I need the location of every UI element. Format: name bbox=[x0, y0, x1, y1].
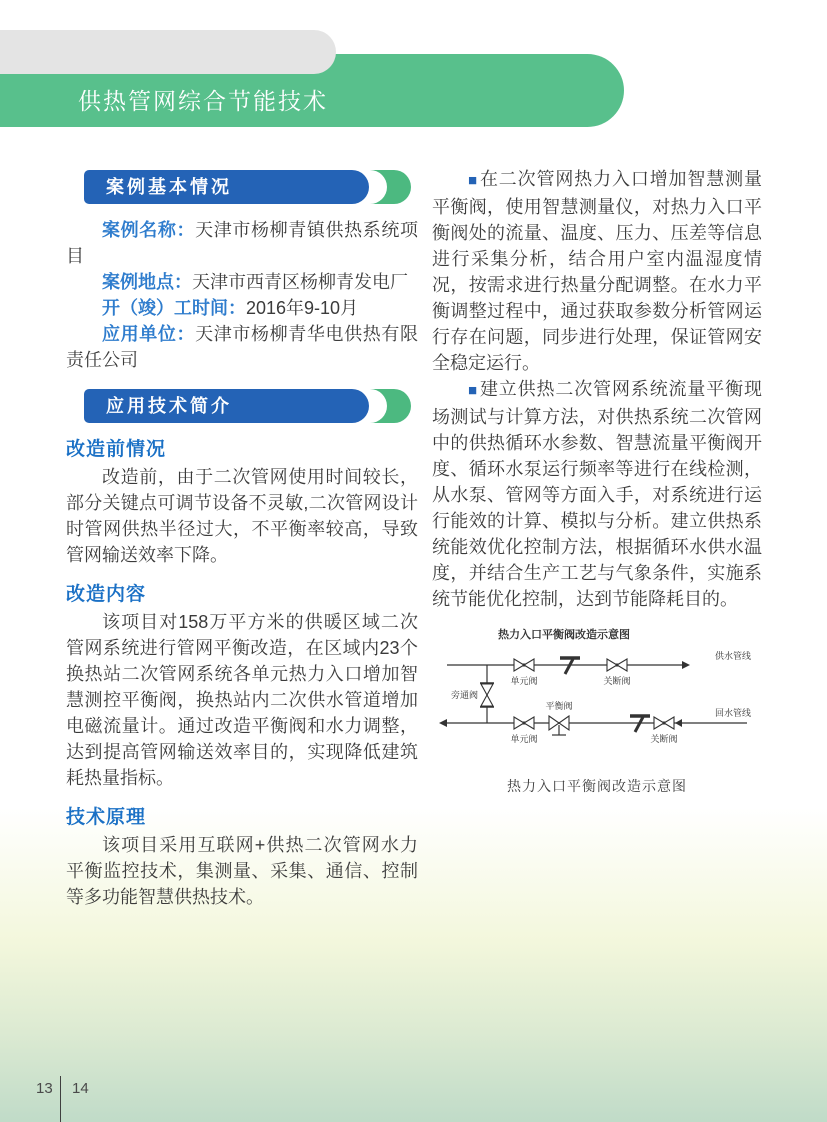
page-title: 供热管网综合节能技术 bbox=[78, 88, 328, 114]
square-bullet-icon: ■ bbox=[468, 382, 478, 399]
balance-valve-diagram bbox=[432, 620, 762, 772]
section-banner-tech-intro bbox=[84, 389, 411, 423]
supply-line-label: 供水管线 bbox=[715, 651, 752, 661]
paragraph-retrofit-content: 该项目对158万平方米的供暖区域二次管网系统进行管网平衡改造，在区域内23个换热站二次管网系统各单元热力入口增加智慧测控平衡阀，换热站内二次供水管道增加电磁流量计。通过改造平衡阀和水力调整，达到提高管网输送效率目的，实现降低建筑耗热量指标。 bbox=[66, 612, 418, 788]
footer-divider bbox=[60, 1076, 61, 1122]
paragraph-before-retrofit: 改造前，由于二次管网使用时间较长，部分关键点可调节设备不灵敏,二次管网设计时管网供热半径过大，不平衡率较高，导致管网输送效率下降。 bbox=[66, 467, 418, 565]
page-number-left: 13 bbox=[36, 1080, 53, 1097]
shutoff-valve-bottom-icon bbox=[654, 717, 674, 729]
return-line-label: 回水管线 bbox=[715, 708, 752, 718]
bullet-paragraph-2 bbox=[432, 376, 762, 612]
diagram-title: 热力入口平衡阀改造示意图 bbox=[498, 629, 630, 641]
case-unit-row bbox=[66, 321, 418, 373]
subheading-tech-principle: 技术原理 bbox=[66, 807, 147, 828]
bullet-paragraph-2-text: 建立供热二次管网系统流量平衡现场测试与计算方法，对供热系统二次管网中的供热循环水参数、智慧流量平衡阀开度、循环水泵运行频率等进行在线检测，从水泵、管网等方面入手，对系统进行运行能效的计算、模拟与分析。建立供热系统能效优化控制方法，根据循环水供水温度，并结合生产工艺与气象条件，实施系统节能优化控制，达到节能降耗目的。 bbox=[432, 379, 763, 609]
bypass-valve-icon bbox=[480, 683, 494, 707]
banner-title-tech-intro: 应用技术简介 bbox=[84, 389, 369, 423]
right-column bbox=[432, 166, 762, 796]
bypass-valve-label: 旁通阀 bbox=[450, 690, 478, 700]
balance-valve-label: 平衡阀 bbox=[545, 701, 573, 711]
case-location-row bbox=[66, 269, 418, 295]
square-bullet-icon: ■ bbox=[468, 172, 478, 189]
unit-valve-bottom-label: 单元阀 bbox=[510, 734, 538, 744]
case-unit-value: 天津市杨柳青华电供热有限责任公司 bbox=[66, 324, 418, 370]
unit-valve-top-label: 单元阀 bbox=[510, 676, 538, 686]
case-name-label: 案例名称： bbox=[102, 220, 196, 240]
case-location-value: 天津市西青区杨柳青发电厂 bbox=[192, 272, 408, 292]
sensor-tap-top-icon bbox=[560, 658, 580, 674]
balance-valve-icon bbox=[549, 716, 569, 735]
case-name-value: 天津市杨柳青镇供热系统项目 bbox=[66, 220, 418, 266]
subheading-before-retrofit: 改造前情况 bbox=[66, 439, 167, 460]
case-unit-label: 应用单位： bbox=[102, 324, 196, 344]
case-time-label: 开（竣）工时间： bbox=[102, 298, 246, 318]
left-column bbox=[66, 170, 418, 910]
unit-valve-top-icon bbox=[514, 659, 534, 671]
case-location-label: 案例地点： bbox=[102, 272, 192, 292]
case-time-value: 2016年9-10月 bbox=[246, 298, 359, 318]
sensor-tap-bottom-icon bbox=[630, 716, 650, 732]
return-pipe-line bbox=[439, 719, 747, 727]
unit-valve-bottom-icon bbox=[514, 717, 534, 729]
section-banner-case-info bbox=[84, 170, 411, 204]
shutoff-valve-top-label: 关断阀 bbox=[603, 676, 631, 686]
paragraph-tech-principle: 该项目采用互联网+供热二次管网水力平衡监控技术，集测量、采集、通信、控制等多功能智慧供热技术。 bbox=[66, 835, 418, 907]
subheading-retrofit-content: 改造内容 bbox=[66, 584, 147, 605]
shutoff-valve-top-icon bbox=[607, 659, 627, 671]
case-info-block bbox=[66, 217, 418, 373]
page-number-right: 14 bbox=[72, 1080, 89, 1097]
banner-title-case-info: 案例基本情况 bbox=[84, 170, 369, 204]
header-gray-ribbon bbox=[0, 30, 336, 74]
case-name-row bbox=[66, 217, 418, 269]
shutoff-valve-bottom-label: 关断阀 bbox=[650, 734, 678, 744]
case-time-row bbox=[66, 295, 418, 321]
piping-schematic bbox=[432, 620, 762, 772]
bullet-paragraph-1-text: 在二次管网热力入口增加智慧测量平衡阀，使用智慧测量仪，对热力入口平衡阀处的流量、温度、压力、压差等信息进行采集分析，结合用户室内温湿度情况，按需求进行热量分配调整。在水力平衡调整过程中，通过获取参数分析管网运行存在问题，同步进行处理，保证管网安全稳定运行。 bbox=[432, 169, 763, 373]
bullet-paragraph-1 bbox=[432, 166, 762, 376]
diagram-caption: 热力入口平衡阀改造示意图 bbox=[507, 778, 687, 794]
